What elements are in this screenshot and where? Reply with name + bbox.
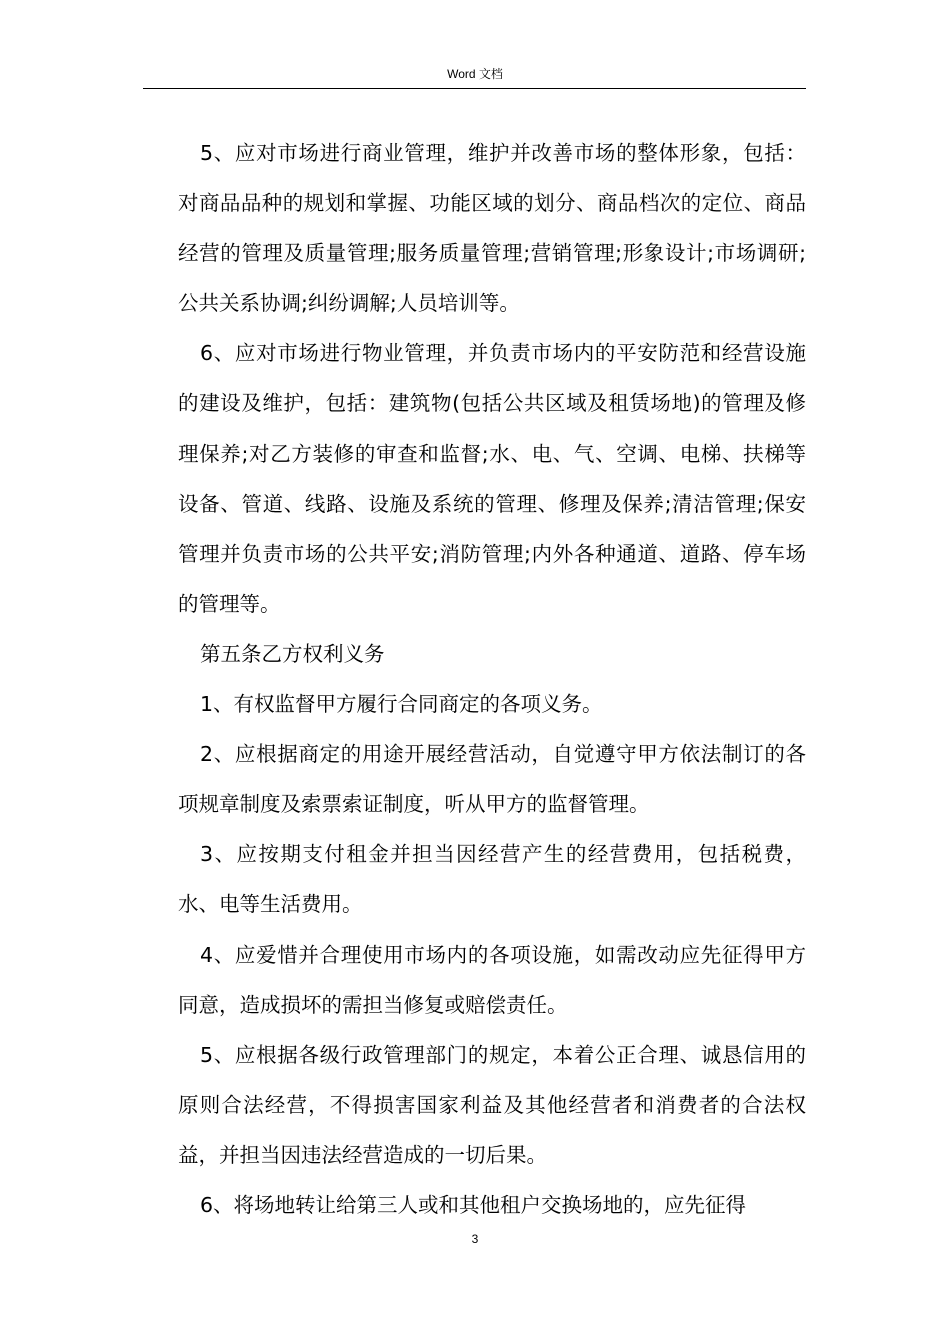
page-header-title: Word 文档 [447, 67, 503, 81]
header-divider [143, 88, 806, 89]
document-body [178, 128, 806, 1230]
section-heading-article-5: 第五条乙方权利义务 [200, 641, 385, 666]
paragraph-clause-5-commercial-management: 5、应对市场进行商业管理，维护并改善市场的整体形象，包括：对商品品种的规划和掌握、功能区域的划分、商品档次的定位、商品经营的管理及质量管理;服务质量管理;营销管理;形象设计;市场调研;公共关系协调;纠纷调解;人员培训等。 [178, 141, 806, 316]
paragraph-party-b-item-4: 4、应爱惜并合理使用市场内的各项设施，如需改动应先征得甲方同意，造成损坏的需担当修复或赔偿责任。 [178, 942, 806, 1017]
paragraph-clause-6-property-management: 6、应对市场进行物业管理，并负责市场内的平安防范和经营设施的建设及维护，包括：建筑物(包括公共区域及租赁场地)的管理及修理保养;对乙方装修的审查和监督;水、电、气、空调、电梯、扶梯等设备、管道、线路、设施及系统的管理、修理及保养;清洁管理;保安管理并负责市场的公共平安;消防管理;内外各种通道、道路、停车场的管理等。 [178, 341, 806, 616]
paragraph-party-b-item-1: 1、有权监督甲方履行合同商定的各项义务。 [200, 692, 603, 717]
paragraph-party-b-item-3: 3、应按期支付租金并担当因经营产生的经营费用，包括税费，水、电等生活费用。 [178, 842, 806, 917]
paragraph-party-b-item-5: 5、应根据各级行政管理部门的规定，本着公正合理、诚恳信用的原则合法经营，不得损害国家利益及其他经营者和消费者的合法权益，并担当因违法经营造成的一切后果。 [178, 1042, 806, 1167]
page-number: 3 [471, 1232, 479, 1246]
paragraph-party-b-item-2: 2、应根据商定的用途开展经营活动，自觉遵守甲方依法制订的各项规章制度及索票索证制度，听从甲方的监督管理。 [178, 742, 806, 817]
paragraph-party-b-item-6: 6、将场地转让给第三人或和其他租户交换场地的，应先征得 [200, 1192, 747, 1217]
